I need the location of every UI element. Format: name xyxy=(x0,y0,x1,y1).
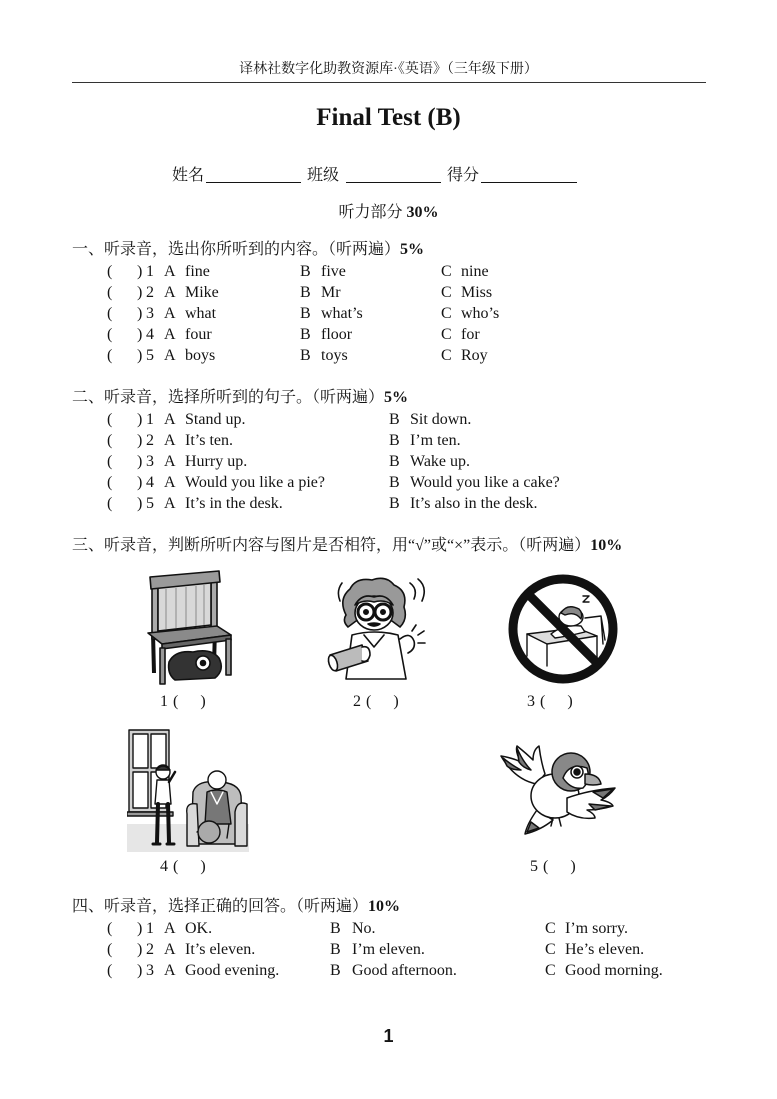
page-number: 1 xyxy=(383,1026,394,1046)
item-number: 1 xyxy=(146,920,154,937)
girl-with-glasses-picture xyxy=(322,575,438,681)
option-text: Miss xyxy=(461,284,493,301)
answer-bracket-close: ) xyxy=(137,305,143,322)
answer-bracket-close: ) xyxy=(570,858,576,875)
picture-label xyxy=(160,857,206,877)
option-letter: A xyxy=(164,962,176,979)
item-number: 3 xyxy=(146,453,154,470)
section2-points: 5% xyxy=(384,389,409,406)
score-blank-line xyxy=(481,182,577,183)
option-letter: C xyxy=(441,305,452,322)
name-label: 姓名 xyxy=(172,167,205,184)
option-letter: B xyxy=(389,453,400,470)
section1-item xyxy=(0,304,777,324)
picture-label xyxy=(160,692,206,712)
option-letter: A xyxy=(164,453,176,470)
listening-part-title xyxy=(0,203,777,223)
class-label: 班级 xyxy=(307,167,340,184)
option-text: Roy xyxy=(461,347,488,364)
option-letter: B xyxy=(389,432,400,449)
option-letter: B xyxy=(300,263,311,280)
picture-number: 2 xyxy=(353,693,361,710)
answer-bracket-open: ( xyxy=(107,411,113,428)
section3-heading-text: 三、听录音，判断所听内容与图片是否相符，用“√”或“×”表示。（听两遍） xyxy=(72,537,591,554)
section4-item xyxy=(0,940,777,960)
option-text: Good morning. xyxy=(565,962,663,979)
option-text: four xyxy=(185,326,212,343)
option-text: Mike xyxy=(185,284,219,301)
option-letter: C xyxy=(545,941,556,958)
option-letter: A xyxy=(164,920,176,937)
option-letter: A xyxy=(164,941,176,958)
section3-heading xyxy=(72,536,622,556)
answer-bracket-open: ( xyxy=(107,962,113,979)
picture-number: 4 xyxy=(160,858,168,875)
answer-bracket-close: ) xyxy=(200,693,206,710)
section2-heading xyxy=(72,388,408,408)
option-letter: C xyxy=(545,920,556,937)
answer-bracket-close: ) xyxy=(137,941,143,958)
option-text: Mr xyxy=(321,284,341,301)
answer-bracket-close: ) xyxy=(137,347,143,364)
item-number: 1 xyxy=(146,263,154,280)
item-number: 4 xyxy=(146,474,154,491)
option-text: It’s in the desk. xyxy=(185,495,283,512)
option-text: Good evening. xyxy=(185,962,280,979)
bird-picture xyxy=(497,740,619,836)
option-letter: B xyxy=(389,495,400,512)
answer-bracket-open: ( xyxy=(107,495,113,512)
answer-bracket-open: ( xyxy=(107,453,113,470)
option-letter: B xyxy=(300,284,311,301)
answer-bracket-open: ( xyxy=(173,693,179,710)
item-number: 2 xyxy=(146,284,154,301)
answer-bracket-close: ) xyxy=(393,693,399,710)
option-letter: A xyxy=(164,284,176,301)
option-text: five xyxy=(321,263,346,280)
answer-bracket-open: ( xyxy=(366,693,372,710)
answer-bracket-open: ( xyxy=(107,305,113,322)
section2-item xyxy=(0,494,777,514)
option-text: for xyxy=(461,326,480,343)
option-letter: A xyxy=(164,326,176,343)
option-letter: B xyxy=(389,474,400,491)
option-text: OK. xyxy=(185,920,213,937)
option-text: Hurry up. xyxy=(185,453,248,470)
running-header: 译林社数字化助教资源库·《英语》（三年级下册） xyxy=(239,62,538,77)
option-text: He’s eleven. xyxy=(565,941,645,958)
answer-bracket-close: ) xyxy=(137,326,143,343)
answer-bracket-close: ) xyxy=(137,284,143,301)
answer-bracket-open: ( xyxy=(107,347,113,364)
answer-bracket-close: ) xyxy=(137,411,143,428)
option-text: I’m ten. xyxy=(410,432,461,449)
section1-item xyxy=(0,346,777,366)
answer-bracket-close: ) xyxy=(137,474,143,491)
answer-bracket-open: ( xyxy=(107,432,113,449)
answer-bracket-open: ( xyxy=(107,284,113,301)
option-letter: A xyxy=(164,347,176,364)
option-letter: A xyxy=(164,495,176,512)
section2-item xyxy=(0,410,777,430)
section4-heading-text: 四、听录音，选择正确的回答。（听两遍） xyxy=(72,898,369,915)
section1-item xyxy=(0,262,777,282)
option-text: fine xyxy=(185,263,210,280)
option-letter: B xyxy=(330,941,341,958)
chair-picture xyxy=(145,569,233,686)
option-letter: B xyxy=(300,347,311,364)
picture-label xyxy=(527,692,573,712)
option-text: who’s xyxy=(461,305,500,322)
option-letter: B xyxy=(300,305,311,322)
item-number: 4 xyxy=(146,326,154,343)
option-text: Would you like a pie? xyxy=(185,474,326,491)
option-text: No. xyxy=(352,920,376,937)
option-text: nine xyxy=(461,263,489,280)
option-letter: C xyxy=(441,263,452,280)
option-text: Sit down. xyxy=(410,411,472,428)
option-text: what’s xyxy=(321,305,363,322)
page-title: Final Test (B) xyxy=(316,104,461,131)
item-number: 1 xyxy=(146,411,154,428)
option-text: Wake up. xyxy=(410,453,471,470)
option-text: It’s eleven. xyxy=(185,941,256,958)
answer-bracket-open: ( xyxy=(107,326,113,343)
picture-number: 1 xyxy=(160,693,168,710)
option-text: boys xyxy=(185,347,216,364)
item-number: 3 xyxy=(146,305,154,322)
item-number: 3 xyxy=(146,962,154,979)
section4-points: 10% xyxy=(368,898,401,915)
option-text: I’m sorry. xyxy=(565,920,628,937)
item-number: 5 xyxy=(146,347,154,364)
option-letter: A xyxy=(164,305,176,322)
section3-points: 10% xyxy=(590,537,623,554)
listening-part-points: 30% xyxy=(406,204,439,221)
option-letter: B xyxy=(389,411,400,428)
option-letter: A xyxy=(164,411,176,428)
option-text: I’m eleven. xyxy=(352,941,425,958)
name-blank-line xyxy=(206,182,301,183)
picture-label xyxy=(353,692,399,712)
option-letter: B xyxy=(300,326,311,343)
option-letter: A xyxy=(164,263,176,280)
answer-bracket-open: ( xyxy=(540,693,546,710)
section1-heading-text: 一、听录音，选出你所听到的内容。（听两遍） xyxy=(72,241,401,258)
answer-bracket-close: ) xyxy=(137,962,143,979)
section1-item xyxy=(0,325,777,345)
answer-bracket-open: ( xyxy=(107,263,113,280)
section2-item xyxy=(0,431,777,451)
answer-bracket-open: ( xyxy=(107,920,113,937)
picture-number: 5 xyxy=(530,858,538,875)
boy-and-grandpa-picture xyxy=(127,728,249,852)
picture-number: 3 xyxy=(527,693,535,710)
class-blank-line xyxy=(346,182,441,183)
score-label: 得分 xyxy=(447,167,480,184)
option-text: Would you like a cake? xyxy=(410,474,560,491)
option-letter: C xyxy=(441,347,452,364)
option-text: Stand up. xyxy=(185,411,246,428)
answer-bracket-open: ( xyxy=(107,474,113,491)
item-number: 5 xyxy=(146,495,154,512)
option-letter: A xyxy=(164,474,176,491)
option-letter: B xyxy=(330,920,341,937)
option-text: floor xyxy=(321,326,353,343)
header-rule xyxy=(72,82,706,83)
answer-bracket-close: ) xyxy=(200,858,206,875)
option-letter: A xyxy=(164,432,176,449)
item-number: 2 xyxy=(146,941,154,958)
answer-bracket-open: ( xyxy=(107,941,113,958)
section1-heading xyxy=(72,240,424,260)
option-text: toys xyxy=(321,347,348,364)
option-text: what xyxy=(185,305,217,322)
answer-bracket-open: ( xyxy=(173,858,179,875)
option-letter: B xyxy=(330,962,341,979)
option-letter: C xyxy=(441,326,452,343)
option-letter: C xyxy=(545,962,556,979)
section2-item xyxy=(0,473,777,493)
answer-bracket-close: ) xyxy=(137,453,143,470)
section4-item xyxy=(0,919,777,939)
item-number: 2 xyxy=(146,432,154,449)
answer-bracket-close: ) xyxy=(137,432,143,449)
section2-item xyxy=(0,452,777,472)
no-sleeping-sign-picture xyxy=(505,572,621,686)
answer-bracket-close: ) xyxy=(567,693,573,710)
answer-bracket-open: ( xyxy=(543,858,549,875)
answer-bracket-close: ) xyxy=(137,263,143,280)
section1-item xyxy=(0,283,777,303)
section4-item xyxy=(0,961,777,981)
picture-label xyxy=(530,857,576,877)
section2-heading-text: 二、听录音，选择所听到的句子。（听两遍） xyxy=(72,389,385,406)
option-text: It’s ten. xyxy=(185,432,233,449)
option-text: It’s also in the desk. xyxy=(410,495,538,512)
answer-bracket-close: ) xyxy=(137,920,143,937)
section1-points: 5% xyxy=(400,241,425,258)
section4-heading xyxy=(72,897,400,917)
option-text: Good afternoon. xyxy=(352,962,457,979)
option-letter: C xyxy=(441,284,452,301)
listening-part-label: 听力部分 xyxy=(338,204,403,221)
answer-bracket-close: ) xyxy=(137,495,143,512)
